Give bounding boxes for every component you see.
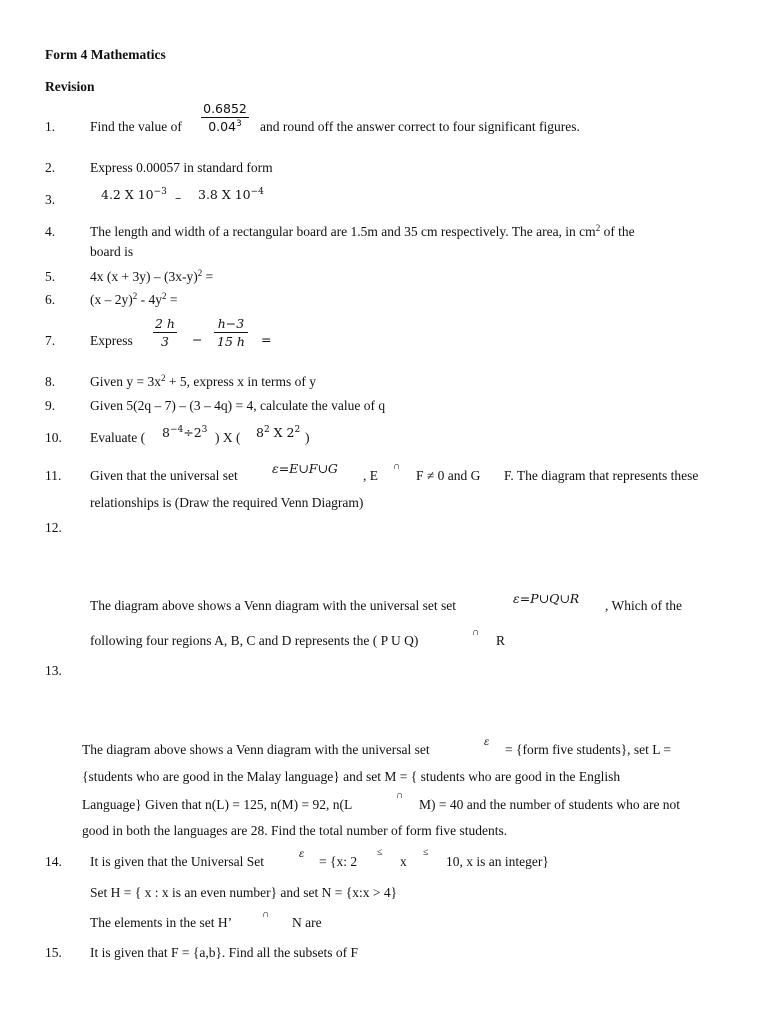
term-a-exponent: −3	[153, 187, 167, 197]
question-13-line-3b: M) = 40 and the number of students who are not	[419, 797, 681, 812]
question-12-text-b: , Which of the	[605, 598, 682, 613]
question-number: 8.	[45, 374, 56, 389]
intersection-symbol: ∩	[393, 461, 401, 472]
question-13-line-1a: The diagram above shows a Venn diagram with the universal set	[82, 742, 430, 757]
question-number: 14.	[45, 854, 62, 869]
question-3-term-b	[198, 187, 264, 202]
question-12-set-r: R	[496, 633, 506, 648]
base-2: X 2	[273, 425, 295, 440]
question-number: 11.	[45, 468, 62, 483]
intersection-symbol: ∩	[262, 909, 270, 920]
question-number: 7.	[45, 333, 56, 348]
question-1-text-a: Find the value of	[90, 119, 182, 134]
term-b-base: 3.8 X 10	[198, 187, 251, 202]
intersection-symbol: ∩	[472, 627, 480, 638]
question-10-mid: ) X (	[215, 430, 241, 445]
question-number: 1.	[45, 119, 56, 134]
question-10-power-2	[256, 425, 300, 440]
question-7-fraction-1	[153, 316, 177, 349]
question-14-line-3b: N are	[292, 915, 322, 930]
question-13-line-1b: = {form five students}, set L =	[505, 742, 672, 757]
question-number: 6.	[45, 292, 56, 307]
question-1-text-b: and round off the answer correct to four significant figures.	[260, 119, 580, 134]
question-7-fraction-2	[214, 316, 248, 349]
base: 8	[162, 425, 170, 440]
line-1-tail: of the	[600, 224, 635, 239]
question-11-text-c: F ≠ 0 and G	[416, 468, 481, 483]
question-9-text: Given 5(2q – 7) – (3 – 4q) = 4, calculate the value of q	[90, 398, 386, 413]
question-11-text-a: Given that the universal set	[90, 468, 238, 483]
question-10-power-1	[162, 425, 207, 440]
document-subtitle: Revision	[45, 79, 95, 94]
question-number: 12.	[45, 520, 62, 535]
line-1-text: The length and width of a rectangular board are 1.5m and 35 cm respectively. The area, in cm	[90, 224, 596, 239]
question-number: 10.	[45, 430, 62, 445]
question-11-text-d: F. The diagram that represents these	[504, 468, 699, 483]
question-8-text	[90, 374, 316, 390]
question-2-text: Express 0.00057 in standard form	[90, 160, 273, 175]
question-11-text-b: , E	[363, 468, 378, 483]
question-1-fraction	[201, 101, 249, 134]
expression-a: 4x (x + 3y) – (3x-y)	[90, 269, 198, 284]
exponent: 2	[263, 425, 270, 435]
less-equal-symbol: ≤	[377, 847, 383, 858]
question-5-text	[90, 269, 213, 285]
question-number: 2.	[45, 160, 56, 175]
question-11-line-2: relationships is (Draw the required Venn Diagram)	[90, 495, 364, 510]
expression-b: =	[202, 269, 214, 284]
question-14-line-1b: = {x: 2	[319, 854, 358, 869]
expression-b: - 4y	[137, 292, 162, 307]
question-12-line-2: following four regions A, B, C and D represents the ( P U Q)	[90, 633, 419, 648]
term-a-base: 4.2 X 10	[101, 187, 154, 202]
base: 8	[256, 425, 264, 440]
epsilon-symbol: ε	[484, 737, 490, 748]
exponent-2: 3	[201, 425, 208, 435]
fraction-denominator: 15 h	[217, 334, 245, 349]
question-15-text: It is given that F = {a,b}. Find all the subsets of F	[90, 945, 359, 960]
question-7-equals: =	[261, 332, 272, 347]
exponent: 2	[160, 373, 166, 383]
question-3-term-a	[101, 187, 167, 202]
epsilon-symbol: ε	[299, 849, 305, 860]
question-3-operator: –	[175, 190, 182, 205]
question-10-close: )	[305, 430, 310, 445]
question-13-line-4: good in both the languages are 28. Find the total number of form five students.	[82, 823, 508, 838]
fraction-denominator: 3	[161, 334, 169, 349]
question-6-text	[90, 292, 178, 308]
question-10-text: Evaluate (	[90, 430, 146, 445]
denominator-base: 0.04	[208, 119, 237, 134]
denominator-exponent: 3	[236, 119, 242, 129]
question-7-minus: −	[192, 332, 203, 347]
fraction-denominator	[201, 118, 249, 134]
exponent: −4	[169, 425, 184, 435]
exponent: 2	[132, 291, 138, 301]
question-14-line-3a: The elements in the set H’	[90, 915, 233, 930]
question-number: 3.	[45, 192, 56, 207]
question-12-text-a: The diagram above shows a Venn diagram with the universal set set	[90, 598, 457, 613]
question-number: 15.	[45, 945, 62, 960]
expression-b: + 5, express x in terms of y	[165, 374, 316, 389]
base-2: ÷2	[183, 425, 202, 440]
question-14-line-1d: 10, x is an integer}	[446, 854, 549, 869]
document-title: Form 4 Mathematics	[45, 47, 166, 62]
fraction-numerator: 0.6852	[201, 101, 249, 118]
term-b-exponent: −4	[250, 187, 264, 197]
exponent-2: 2	[294, 425, 301, 435]
exponent-2: 2	[162, 291, 167, 301]
expression-a: Given y = 3x	[90, 374, 161, 389]
question-13-line-2: {students who are good in the Malay language} and set M = { students who are good in the English	[82, 769, 621, 784]
fraction-numerator: 2 h	[153, 316, 177, 333]
fraction-numerator: h−3	[214, 316, 248, 333]
expression-a: (x – 2y)	[90, 292, 133, 307]
unit-exponent: 2	[595, 223, 601, 233]
question-7-text: Express	[90, 333, 133, 348]
less-equal-symbol: ≤	[423, 847, 429, 858]
question-number: 5.	[45, 269, 56, 284]
question-number: 9.	[45, 398, 56, 413]
question-12-set-expression: ε=P∪Q∪R	[513, 591, 580, 606]
expression-c: =	[166, 292, 178, 307]
question-13-line-3a: Language} Given that n(L) = 125, n(M) = 92, n(L	[82, 797, 353, 812]
question-number: 13.	[45, 663, 62, 678]
question-14-line-2: Set H = { x : x is an even number} and set N = {x:x > 4}	[90, 885, 398, 900]
question-4-line-2: board is	[90, 244, 134, 259]
question-14-line-1c: x	[400, 854, 407, 869]
exponent: 2	[197, 268, 203, 278]
question-4-line-1	[90, 224, 635, 240]
question-11-set-expression: ε=E∪F∪G	[272, 461, 338, 476]
question-14-line-1a: It is given that the Universal Set	[90, 854, 264, 869]
question-number: 4.	[45, 224, 56, 239]
intersection-symbol: ∩	[396, 790, 404, 801]
